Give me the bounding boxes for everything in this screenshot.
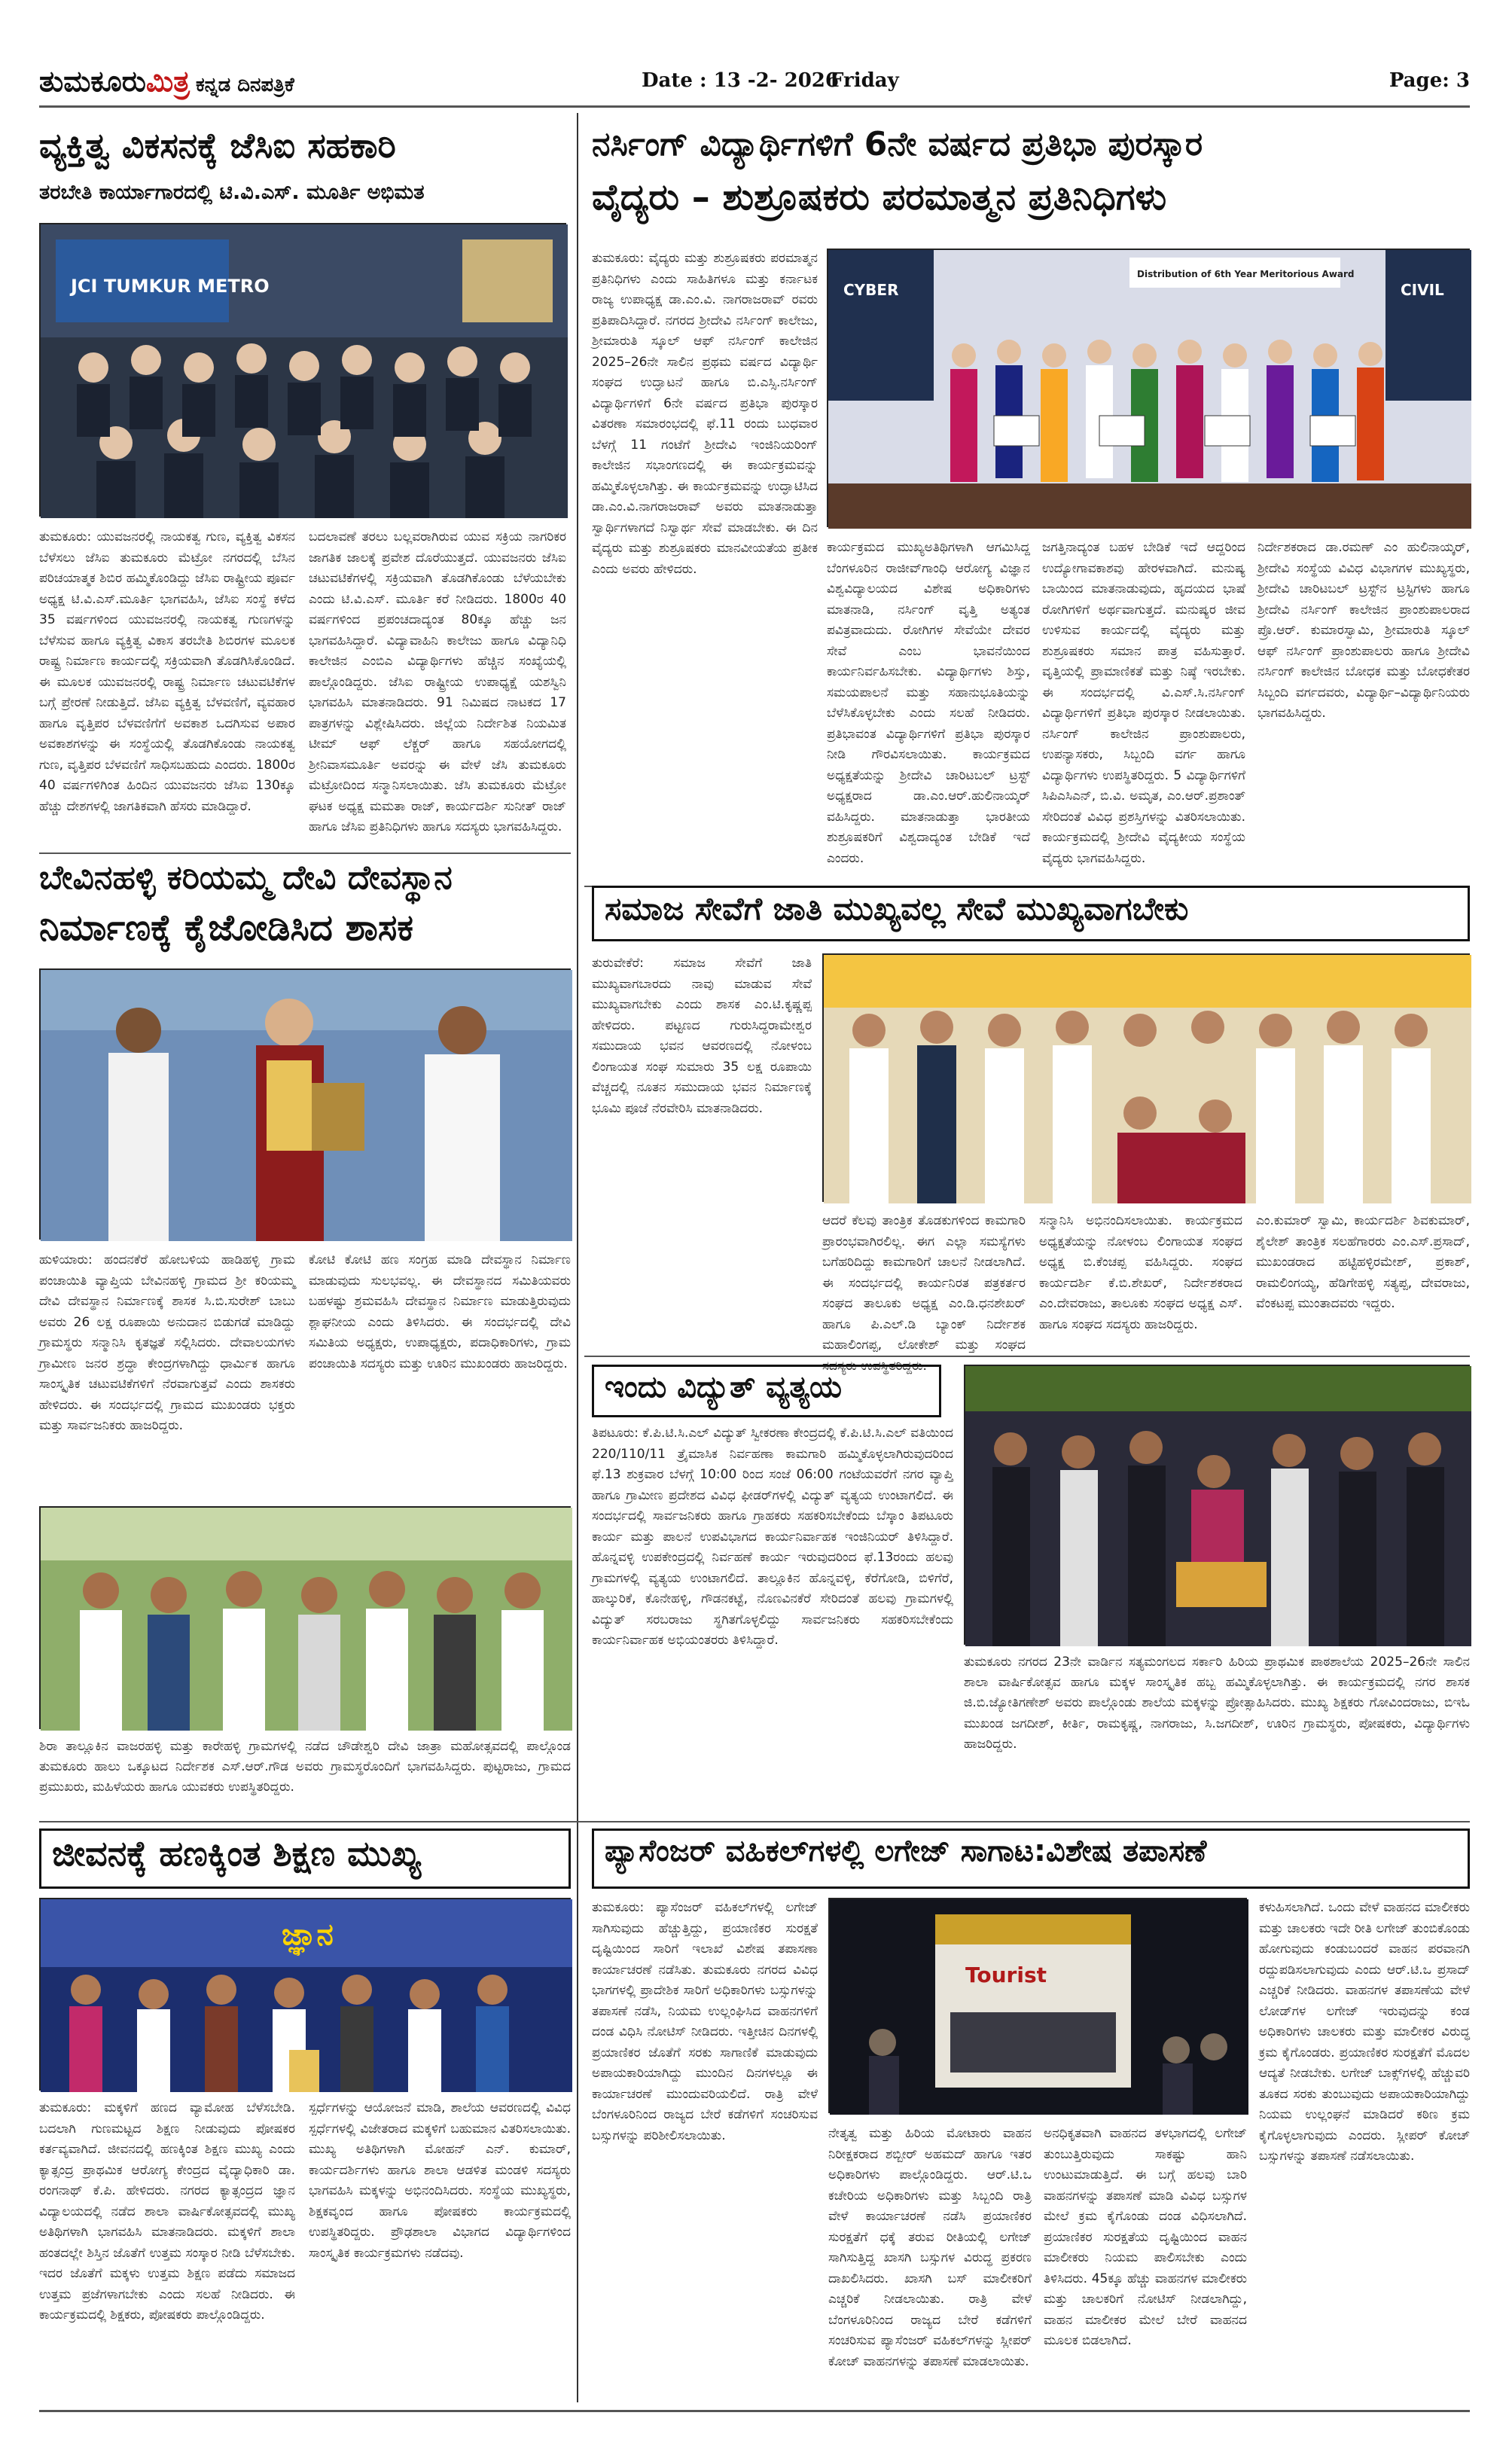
luggage-headline: ಪ್ಯಾಸೆಂಜರ್ ವಹಿಕಲ್‌ಗಳಲ್ಲಿ ಲಗೇಜ್ ಸಾಗಾಟ:ವಿಶೇಷ ತಪಾಸಣೆ bbox=[592, 1829, 1470, 1889]
cyber-banner-text: CYBER bbox=[843, 281, 899, 299]
temple-photo bbox=[39, 968, 571, 1240]
temple-headline-2: ನಿರ್ಮಾಣಕ್ಕೆ ಕೈಜೋಡಿಸಿದ ಶಾಸಕ bbox=[39, 907, 413, 949]
education-body-left: ತುಮಕೂರು: ಮಕ್ಕಳಿಗೆ ಹಣದ ವ್ಯಾಮೋಹ ಬೆಳೆಸಬೇಡಿ. ಬದಲಾಗಿ ಗುಣಮಟ್ಟದ ಶಿಕ್ಷಣ ನೀಡುವುದು ಪೋಷಕರ ಕರ್ತವ್ಯವಾಗಿದೆ. ಜೀವನದಲ್ಲಿ ಹಣಕ್ಕಿಂತ ಶಿಕ್ಷಣ ಮುಖ್ಯ ಎಂದು ಕ್ಯಾತ್ಸಂದ್ರ ಪ್ರಾಥಮಿಕ ಆರೋಗ್ಯ ಕೇಂದ್ರದ ವೈದ್ಯಾಧಿಕಾರಿ ಡಾ. ರಂಗನಾಥ್ ಕೆ.ಪಿ. ಹೇಳಿದರು. ನಗರದ ಕ್ಯಾತ್ಸಂದ್ರದ ಜ್ಞಾನ ವಿದ್ಯಾಲಯದಲ್ಲಿ ನಡೆದ ಶಾಲಾ ವಾರ್ಷಿಕೋತ್ಸವದಲ್ಲಿ ಮುಖ್ಯ ಅತಿಥಿಗಳಾಗಿ ಭಾಗವಹಿಸಿ ಮಾತನಾಡಿದರು. ಮಕ್ಕಳಿಗೆ ಶಾಲಾ ಹಂತದಲ್ಲೇ ಶಿಸ್ತಿನ ಜೊತೆಗೆ ಉತ್ತಮ ಸಂಸ್ಕಾರ ನೀಡಿ ಬೆಳೆಸಬೇಕು. ಇದರ ಜೊತೆಗೆ ಮಕ್ಕಳು ಉತ್ತಮ ಶಿಕ್ಷಣ ಪಡೆದು ಸಮಾಜದ ಉತ್ತಮ ಪ್ರಜೆಗಳಾಗಬೇಕು ಎಂದು ಸಲಹೆ ನೀಡಿದರು. ಈ ಕಾರ್ಯಕ್ರಮದಲ್ಲಿ ಶಿಕ್ಷಕರು, ಪೋಷಕರು ಪಾಲ್ಗೊಂಡಿದ್ದರು. bbox=[39, 2100, 295, 2323]
jci-banner-text: JCI TUMKUR METRO bbox=[71, 276, 270, 297]
award-banner-text: Distribution of 6th Year Meritorious Award bbox=[1137, 269, 1355, 279]
education-headline: ಜೀವನಕ್ಕೆ ಹಣಕ್ಕಿಂತ ಶಿಕ್ಷಣ ಮುಖ್ಯ bbox=[39, 1829, 571, 1889]
nursing-col2: ಜಗತ್ತಿನಾದ್ಯಂತ ಬಹಳ ಬೇಡಿಕೆ ಇದೆ ಆದ್ದರಿಂದ ಉದ್ಯೋಗಾವಕಾಶವು ಹೇರಳವಾಗಿದೆ. ಮನುಷ್ಯ ಬಾಯಿಂದ ಮಾತನಾಡುವುದು, ಹೃದಯದ ಭಾಷೆ ರೋಗಿಗಳಿಗೆ ಅರ್ಥವಾಗುತ್ತದೆ. ಮನುಷ್ಯರ ಜೀವ ಉಳಿಸುವ ಕಾರ್ಯದಲ್ಲಿ ವೈದ್ಯರು ಮತ್ತು ಶುಶ್ರೂಷಕರು ಸಮಾನ ಪಾತ್ರ ವಹಿಸುತ್ತಾರೆ. ವೃತ್ತಿಯಲ್ಲಿ ಪ್ರಾಮಾಣಿಕತೆ ಮತ್ತು ನಿಷ್ಠೆ ಇರಬೇಕು. ಈ ಸಂದರ್ಭದಲ್ಲಿ ವಿ.ಎಸ್.ಸಿ.ನರ್ಸಿಂಗ್ ವಿದ್ಯಾರ್ಥಿಗಳಿಗೆ ಪ್ರತಿಭಾ ಪುರಸ್ಕಾರ ನೀಡಲಾಯಿತು. ನರ್ಸಿಂಗ್ ಕಾಲೇಜಿನ ಪ್ರಾಂಶುಪಾಲರು, ಉಪನ್ಯಾಸಕರು, ಸಿಬ್ಬಂದಿ ವರ್ಗ ಹಾಗೂ ವಿದ್ಯಾರ್ಥಿಗಳು ಉಪಸ್ಥಿತರಿದ್ದರು. 5 ವಿದ್ಯಾರ್ಥಿಗಳಿಗೆ ಸಿಪಿಎಸಿಎನ್, ಬಿ.ವಿ. ಅಮೃತ, ಎಂ.ಆರ್.ಪ್ರಶಾಂತ್ ಸೇರಿದಂತೆ ವಿವಿಧ ಪ್ರಶಸ್ತಿಗಳನ್ನು ವಿತರಿಸಲಾಯಿತು. ಕಾರ್ಯಕ್ರಮದಲ್ಲಿ ಶ್ರೀದೇವಿ ವೈದ್ಯಕೀಯ ಸಂಸ್ಥೆಯ ವೈದ್ಯರು ಭಾಗವಹಿಸಿದ್ದರು. bbox=[1042, 540, 1245, 866]
temple-event-caption: ಶಿರಾ ತಾಲ್ಲೂಕಿನ ವಾಜರಹಳ್ಳಿ ಮತ್ತು ಕಾರೇಹಳ್ಳಿ ಗ್ರಾಮಗಳಲ್ಲಿ ನಡೆದ ಚೌಡೇಶ್ವರಿ ದೇವಿ ಜಾತ್ರಾ ಮಹೋತ್ಸವದಲ್ಲಿ ಪಾಲ್ಗೊಂಡ ತುಮಕೂರು ಹಾಲು ಒಕ್ಕೂಟದ ನಿರ್ದೇಶಕ ಎಸ್.ಆರ್.ಗೌಡ ಅವರು ಗ್ರಾಮಸ್ಥರೊಂದಿಗೆ ಭಾಗವಹಿಸಿದ್ದರು. ಪುಟ್ಟರಾಜು, ಗ್ರಾಮದ ಪ್ರಮುಖರು, ಮಹಿಳೆಯರು ಹಾಗೂ ಯುವಕರು ಉಪಸ್ಥಿತರಿದ್ದರು. bbox=[39, 1739, 571, 1795]
section-rule bbox=[39, 852, 571, 854]
power-headline: ಇಂದು ವಿದ್ಯುತ್ ವ್ಯತ್ಯಯ bbox=[592, 1365, 941, 1417]
column-divider bbox=[577, 113, 578, 2402]
luggage-body-far: ಕಳುಹಿಸಲಾಗಿದೆ. ಒಂದು ವೇಳೆ ವಾಹನದ ಮಾಲೀಕರು ಮತ್ತು ಚಾಲಕರು ಇದೇ ರೀತಿ ಲಗೇಜ್ ತುಂಬಿಕೊಂಡು ಹೋಗುವುದು ಕಂಡುಬಂದರೆ ವಾಹನ ಪರವಾನಗಿ ರದ್ದುಪಡಿಸಲಾಗುವುದು ಎಂದು ಆರ್.ಟಿ.ಒ ಪ್ರಸಾದ್ ಎಚ್ಚರಿಕೆ ನೀಡಿದರು. ವಾಹನಗಳ ತಪಾಸಣೆಯ ವೇಳೆ ಲೋಡ್‌ಗಳ ಲಗೇಜ್ ಇರುವುದನ್ನು ಕಂಡ ಅಧಿಕಾರಿಗಳು ಚಾಲಕರು ಮತ್ತು ಮಾಲೀಕರ ವಿರುದ್ಧ ಕ್ರಮ ಕೈಗೊಂಡರು. ಪ್ರಯಾಣಿಕರ ಸುರಕ್ಷತೆಗೆ ಮೊದಲ ಆದ್ಯತೆ ನೀಡಬೇಕು. ಲಗೇಜ್ ಬಾಕ್ಸ್‌ಗಳಲ್ಲಿ ಹೆಚ್ಚುವರಿ ತೂಕದ ಸರಕು ತುಂಬುವುದು ಅಪಾಯಕಾರಿಯಾಗಿದ್ದು ನಿಯಮ ಉಲ್ಲಂಘನೆ ಮಾಡಿದರೆ ಕಠಿಣ ಕ್ರಮ ಕೈಗೊಳ್ಳಲಾಗುವುದು ಎಂದರು. ಸ್ಲೀಪರ್ ಕೋಚ್ ಬಸ್ಸುಗಳನ್ನು ತಪಾಸಣೆ ನಡೆಸಲಾಯಿತು. bbox=[1259, 1900, 1470, 2164]
luggage-body-mid: ನೇತೃತ್ವ ಮತ್ತು ಹಿರಿಯ ಮೋಟಾರು ವಾಹನ ನಿರೀಕ್ಷಕರಾದ ಶಬ್ಬೀರ್ ಅಹಮದ್ ಹಾಗೂ ಇತರ ಅಧಿಕಾರಿಗಳು ಪಾಲ್ಗೊಂಡಿದ್ದರು. ಆರ್.ಟಿ.ಒ ಕಚೇರಿಯ ಅಧಿಕಾರಿಗಳು ಮತ್ತು ಸಿಬ್ಬಂದಿ ರಾತ್ರಿ ವೇಳೆ ಕಾರ್ಯಾಚರಣೆ ನಡೆಸಿ ಪ್ರಯಾಣಿಕರ ಸುರಕ್ಷತೆಗೆ ಧಕ್ಕೆ ತರುವ ರೀತಿಯಲ್ಲಿ ಲಗೇಜ್ ಸಾಗಿಸುತ್ತಿದ್ದ ಖಾಸಗಿ ಬಸ್ಸುಗಳ ವಿರುದ್ಧ ಪ್ರಕರಣ ದಾಖಲಿಸಿದರು. ಖಾಸಗಿ ಬಸ್ ಮಾಲೀಕರಿಗೆ ಎಚ್ಚರಿಕೆ ನೀಡಲಾಯಿತು. ರಾತ್ರಿ ವೇಳೆ ಬೆಂಗಳೂರಿನಿಂದ ರಾಜ್ಯದ ಬೇರೆ ಕಡೆಗಳಿಗೆ ಸಂಚರಿಸುವ ಪ್ಯಾಸೆಂಜರ್ ವಹಿಕಲ್‌ಗಳನ್ನು ಸ್ಲೀಪರ್ ಕೋಚ್ ವಾಹನಗಳನ್ನು ತಪಾಸಣೆ ಮಾಡಲಾಯಿತು. bbox=[828, 2126, 1032, 2369]
page-bottom-rule bbox=[39, 2410, 1470, 2412]
social-col2: ಸನ್ಮಾನಿಸಿ ಅಭಿನಂದಿಸಲಾಯಿತು. ಕಾರ್ಯಕ್ರಮದ ಅಧ್ಯಕ್ಷತೆಯನ್ನು ನೋಳಂಬ ಲಿಂಗಾಯತ ಸಂಘದ ಅಧ್ಯಕ್ಷ ಬಿ.ಕೆಂಚಪ್ಪ ವಹಿಸಿದ್ದರು. ಸಂಘದ ಕಾರ್ಯದರ್ಶಿ ಕೆ.ಬಿ.ಶೇಖರ್, ನಿರ್ದೇಶಕರಾದ ಎಂ.ದೇವರಾಜು, ತಾಲೂಕು ಸಂಘದ ಅಧ್ಯಕ್ಷ ಎಸ್. ಹಾಗೂ ಸಂಘದ ಸದಸ್ಯರು ಹಾಜರಿದ್ದರು. bbox=[1039, 1213, 1242, 1332]
nursing-body-top: ತುಮಕೂರು: ವೈದ್ಯರು ಮತ್ತು ಶುಶ್ರೂಷಕರು ಪರಮಾತ್ಮನ ಪ್ರತಿನಿಧಿಗಳು ಎಂದು ಸಾಹಿತಿಗಳೂ ಮತ್ತು ಕರ್ನಾಟಕ ರಾಜ್ಯ ಉಪಾಧ್ಯಕ್ಷ ಡಾ.ಎಂ.ವಿ. ನಾಗರಾಜರಾವ್ ರವರು ಪ್ರತಿಪಾದಿಸಿದ್ದಾರೆ. ನಗರದ ಶ್ರೀದೇವಿ ನರ್ಸಿಂಗ್ ಕಾಲೇಜು, ಶ್ರೀಮಾರುತಿ ಸ್ಕೂಲ್ ಆಫ್ ನರ್ಸಿಂಗ್ ಕಾಲೇಜಿನ 2025–26ನೇ ಸಾಲಿನ ಪ್ರಥಮ ವರ್ಷದ ವಿದ್ಯಾರ್ಥಿ ಸಂಘದ ಉದ್ಘಾಟನೆ ಹಾಗೂ ಬಿ.ಎಸ್ಸಿ.ನರ್ಸಿಂಗ್ ವಿದ್ಯಾರ್ಥಿಗಳಿಗೆ 6ನೇ ವರ್ಷದ ಪ್ರತಿಭಾ ಪುರಸ್ಕಾರ ವಿತರಣಾ ಸಮಾರಂಭದಲ್ಲಿ ಫೆ.11 ರಂದು ಬುಧವಾರ ಬೆಳಗ್ಗೆ 11 ಗಂಟೆಗೆ ಶ್ರೀದೇವಿ ಇಂಜಿನಿಯರಿಂಗ್ ಕಾಲೇಜಿನ ಸಭಾಂಗಣದಲ್ಲಿ ಈ ಕಾರ್ಯಕ್ರಮವನ್ನು ಹಮ್ಮಿಕೊಳ್ಳಲಾಗಿತ್ತು. ಈ ಕಾರ್ಯಕ್ರಮವನ್ನು ಉದ್ಘಾಟಿಸಿದ ಡಾ.ಎಂ.ವಿ.ನಾಗರಾಜರಾವ್ ಅವರು ಮಾತನಾಡುತ್ತಾ ಸ್ವಾರ್ಥಿಗಳಾಗದೆ ನಿಸ್ವಾರ್ಥ ಸೇವೆ ಮಾಡಬೇಕು. ಈ ದಿನ ವೈದ್ಯರು ಮತ್ತು ಶುಶ್ರೂಷಕರು ಮಾನವೀಯತೆಯ ಪ್ರತೀಕ ಎಂದು ಅವರು ಹೇಳಿದರು. bbox=[592, 251, 818, 577]
issue-day: Friday bbox=[830, 69, 899, 92]
temple-headline-1: ಬೇವಿನಹಳ್ಳಿ ಕರಿಯಮ್ಮ ದೇವಿ ದೇವಸ್ಥಾನ bbox=[39, 859, 453, 897]
luggage-photo bbox=[828, 1898, 1247, 2113]
issue-date: Date : 13 -2- 2026 bbox=[642, 69, 839, 92]
section-rule bbox=[584, 1356, 1470, 1357]
nursing-col1: ಕಾರ್ಯಕ್ರಮದ ಮುಖ್ಯಅತಿಥಿಗಳಾಗಿ ಆಗಮಿಸಿದ್ದ ಬೆಂಗಳೂರಿನ ರಾಜೀವ್‌ಗಾಂಧಿ ಆರೋಗ್ಯ ವಿಜ್ಞಾನ ವಿಶ್ವವಿದ್ಯಾಲಯದ ವಿಶೇಷ ಅಧಿಕಾರಿಗಳು ಮಾತನಾಡಿ, ನರ್ಸಿಂಗ್ ವೃತ್ತಿ ಅತ್ಯಂತ ಪವಿತ್ರವಾದುದು. ರೋಗಿಗಳ ಸೇವೆಯೇ ದೇವರ ಸೇವೆ ಎಂಬ ಭಾವನೆಯಿಂದ ಕಾರ್ಯನಿರ್ವಹಿಸಬೇಕು. ವಿದ್ಯಾರ್ಥಿಗಳು ಶಿಸ್ತು, ಸಮಯಪಾಲನೆ ಮತ್ತು ಸಹಾನುಭೂತಿಯನ್ನು ಬೆಳೆಸಿಕೊಳ್ಳಬೇಕು ಎಂದು ಸಲಹೆ ನೀಡಿದರು. ಪ್ರತಿಭಾವಂತ ವಿದ್ಯಾರ್ಥಿಗಳಿಗೆ ಪ್ರತಿಭಾ ಪುರಸ್ಕಾರ ನೀಡಿ ಗೌರವಿಸಲಾಯಿತು. ಕಾರ್ಯಕ್ರಮದ ಅಧ್ಯಕ್ಷತೆಯನ್ನು ಶ್ರೀದೇವಿ ಚಾರಿಟಬಲ್ ಟ್ರಸ್ಟ್ ಅಧ್ಯಕ್ಷರಾದ ಡಾ.ಎಂ.ಆರ್.ಹುಲಿನಾಯ್ಕರ್ ವಹಿಸಿದ್ದರು. ಮಾತನಾಡುತ್ತಾ ಭಾರತೀಯ ಶುಶ್ರೂಷಕರಿಗೆ ವಿಶ್ವದಾದ್ಯಂತ ಬೇಡಿಕೆ ಇದೆ ಎಂದರು. bbox=[827, 540, 1030, 866]
jci-body-right: ಬದಲಾವಣೆ ತರಲು ಬಲ್ಲವರಾಗಿರುವ ಯುವ ಸಕ್ರಿಯ ನಾಗರಿಕರ ಜಾಗತಿಕ ಜಾಲಕ್ಕೆ ಪ್ರವೇಶ ದೊರೆಯುತ್ತದೆ. ಯುವಜನರು ಜೆಸಿಐ ಚಟುವಟಿಕೆಗಳಲ್ಲಿ ಸಕ್ರಿಯವಾಗಿ ತೊಡಗಿಕೊಂಡು ಬೆಳೆಯಬೇಕು ಎಂದು ಟಿ.ವಿ.ಎಸ್. ಮೂರ್ತಿ ಕರೆ ನೀಡಿದರು. 1800ರ 40 ವರ್ಷಗಳಿಂದ ಪ್ರಪಂಚದಾದ್ಯಂತ 80ಕ್ಕೂ ಹೆಚ್ಚು ಜನ ಭಾಗವಹಿಸಿದ್ದಾರೆ. ವಿದ್ಯಾವಾಹಿನಿ ಕಾಲೇಜು ಹಾಗೂ ವಿದ್ಯಾನಿಧಿ ಕಾಲೇಜಿನ ಎಂಬಿಎ ವಿದ್ಯಾರ್ಥಿಗಳು ಹೆಚ್ಚಿನ ಸಂಖ್ಯೆಯಲ್ಲಿ ಪಾಲ್ಗೊಂಡಿದ್ದರು. ಜೆಸಿಐ ರಾಷ್ಟ್ರೀಯ ಉಪಾಧ್ಯಕ್ಷೆ ಯಶಸ್ವಿನಿ ಭಾಗವಹಿಸಿ ಮಾತನಾಡಿದರು. 91 ನಿಮಿಷದ ನಾಟಕದ 17 ಪಾತ್ರಗಳನ್ನು ವಿಶ್ಲೇಷಿಸಿದರು. ಜಿಲ್ಲೆಯ ನಿರ್ದೇಶಿತ ನಿಯಮಿತ ಟೀಮ್ ಆಫ್ ಲೆಕ್ಚರ್ ಹಾಗೂ ಸಹಯೋಗದಲ್ಲಿ ಶ್ರೀನಿವಾಸಮೂರ್ತಿ ಅವರನ್ನು ಈ ವೇಳೆ ಜೆಸಿ ತುಮಕೂರು ಮೆಟ್ರೋದಿಂದ ಸನ್ಮಾನಿಸಲಾಯಿತು. ಜೆಸಿ ತುಮಕೂರು ಮೆಟ್ರೋ ಘಟಕ ಅಧ್ಯಕ್ಷ ಮಮತಾ ರಾಜ್, ಕಾರ್ಯದರ್ಶಿ ಸುನೀತ್ ರಾಜ್ ಹಾಗೂ ಜೆಸಿಐ ಪ್ರತಿನಿಧಿಗಳು ಹಾಗೂ ಸದಸ್ಯರು ಭಾಗವಹಿಸಿದ್ದರು. bbox=[309, 529, 566, 835]
social-col1: ಆದರೆ ಕೆಲವು ತಾಂತ್ರಿಕ ತೊಡಕುಗಳಿಂದ ಕಾಮಗಾರಿ ಪ್ರಾರಂಭವಾಗಿರಲಿಲ್ಲ. ಈಗ ಎಲ್ಲಾ ಸಮಸ್ಯೆಗಳು ಬಗೆಹರಿದಿದ್ದು ಕಾಮಗಾರಿಗೆ ಚಾಲನೆ ನೀಡಲಾಗಿದೆ. ಈ ಸಂದರ್ಭದಲ್ಲಿ ಕಾರ್ಯನಿರತ ಪತ್ರಕರ್ತರ ಸಂಘದ ತಾಲೂಕು ಅಧ್ಯಕ್ಷ ಎಂ.ಡಿ.ಧನಶೇಖರ್ ಹಾಗೂ ಪಿ.ಎಲ್.ಡಿ ಬ್ಯಾಂಕ್ ನಿರ್ದೇಶಕ ಮಹಾಲಿಂಗಪ್ಪ, ಲೋಕೇಶ್ ಮತ್ತು ಸಂಘದ ಸದಸ್ಯರು ಉಪಸ್ಥಿತರಿದ್ದರು. bbox=[822, 1213, 1026, 1374]
temple-body-right: ಕೋಟಿ ಕೋಟಿ ಹಣ ಸಂಗ್ರಹ ಮಾಡಿ ದೇವಸ್ಥಾನ ನಿರ್ಮಾಣ ಮಾಡುವುದು ಸುಲಭವಲ್ಲ. ಈ ದೇವಸ್ಥಾನದ ಸಮಿತಿಯವರು ಬಹಳಷ್ಟು ಶ್ರಮವಹಿಸಿ ದೇವಸ್ಥಾನ ನಿರ್ಮಾಣ ಮಾಡುತ್ತಿರುವುದು ಶ್ಲಾಘನೀಯ ಎಂದು ತಿಳಿಸಿದರು. ಈ ಸಂದರ್ಭದಲ್ಲಿ ದೇವಿ ಸಮಿತಿಯ ಅಧ್ಯಕ್ಷರು, ಉಪಾಧ್ಯಕ್ಷರು, ಪದಾಧಿಕಾರಿಗಳು, ಗ್ರಾಮ ಪಂಚಾಯಿತಿ ಸದಸ್ಯರು ಮತ್ತು ಊರಿನ ಮುಖಂಡರು ಹಾಜರಿದ್ದರು. bbox=[309, 1252, 571, 1371]
section-rule bbox=[39, 1821, 1470, 1822]
newspaper-logo: ತುಮಕೂರುಮಿತ್ರ ಕನ್ನಡ ದಿನಪತ್ರಿಕೆ bbox=[39, 65, 294, 98]
social-col3: ಎಂ.ಕುಮಾರ್ ಸ್ವಾಮಿ, ಕಾರ್ಯದರ್ಶಿ ಶಿವಕುಮಾರ್, ಶೈಲೇಶ್ ತಾಂತ್ರಿಕ ಸಲಹೆಗಾರರು ಎಂ.ಎಸ್.ಪ್ರಸಾದ್, ಮುಖಂಡರಾದ ಹಟ್ಟಿಹಳ್ಳಿರಮೇಶ್, ಪ್ರಕಾಶ್, ರಾಮಲಿಂಗಯ್ಯ, ಹೆಡಿಗೇಹಳ್ಳಿ ಸತ್ಯಪ್ಪ, ದೇವರಾಜು, ವೆಂಕಟಪ್ಪ ಮುಂತಾದವರು ಇದ್ದರು. bbox=[1256, 1213, 1470, 1312]
social-headline: ಸಮಾಜ ಸೇವೆಗೆ ಜಾತಿ ಮುಖ್ಯವಲ್ಲ ಸೇವೆ ಮುಖ್ಯವಾಗಬೇಕು bbox=[592, 886, 1470, 941]
civil-banner-text: CIVIL bbox=[1401, 281, 1444, 299]
temple-event-photo bbox=[39, 1506, 571, 1729]
power-body: ತಿಪಟೂರು: ಕೆ.ಪಿ.ಟಿ.ಸಿ.ಎಲ್ ವಿದ್ಯುತ್ ಸ್ವೀಕರಣಾ ಕೇಂದ್ರದಲ್ಲಿ ಕೆ.ಪಿ.ಟಿ.ಸಿ.ಎಲ್ ವತಿಯಿಂದ 220/110/11 ತ್ರೈಮಾಸಿಕ ನಿರ್ವಹಣಾ ಕಾಮಗಾರಿ ಹಮ್ಮಿಕೊಳ್ಳಲಾಗಿರುವುದರಿಂದ ಫೆ.13 ಶುಕ್ರವಾರ ಬೆಳಗ್ಗೆ 10:00 ರಿಂದ ಸಂಜೆ 06:00 ಗಂಟೆಯವರೆಗೆ ನಗರ ವ್ಯಾಪ್ತಿ ಹಾಗೂ ಗ್ರಾಮೀಣ ಪ್ರದೇಶದ ವಿವಿಧ ಫೀಡರ್‌ಗಳಲ್ಲಿ ವಿದ್ಯುತ್ ವ್ಯತ್ಯಯ ಉಂಟಾಗಲಿದೆ. ಈ ಸಂದರ್ಭದಲ್ಲಿ ಸಾರ್ವಜನಿಕರು ಹಾಗೂ ಗ್ರಾಹಕರು ಸಹಕರಿಸಬೇಕೆಂದು ಬೆಸ್ಕಾಂ ತಿಪಟೂರು ಕಾರ್ಯ ಮತ್ತು ಪಾಲನೆ ಉಪವಿಭಾಗದ ಕಾರ್ಯನಿರ್ವಾಹಕ ಇಂಜಿನಿಯರ್ ತಿಳಿಸಿದ್ದಾರೆ. ಹೊನ್ನವಳ್ಳಿ ಉಪಕೇಂದ್ರದಲ್ಲಿ ನಿರ್ವಹಣೆ ಕಾರ್ಯ ಇರುವುದರಿಂದ ಫೆ.13ರಂದು ಹಲವು ಗ್ರಾಮಗಳಲ್ಲಿ ವ್ಯತ್ಯಯ ಉಂಟಾಗಲಿದೆ. ತಾಲ್ಲೂಕಿನ ಹೊನ್ನವಳ್ಳಿ, ಕೆರೆಗೋಡಿ, ಬಿಳಿಗೆರೆ, ಹಾಲ್ಕುರಿಕೆ, ಕೊನೇಹಳ್ಳಿ, ಗೌಡನಕಟ್ಟೆ, ನೊಣವಿನಕೆರೆ ಸೇರಿದಂತೆ ಹಲವು ಗ್ರಾಮಗಳಲ್ಲಿ ವಿದ್ಯುತ್ ಸರಬರಾಜು ಸ್ಥಗಿತಗೊಳ್ಳಲಿದ್ದು ಸಾರ್ವಜನಿಕರು ಸಹಕರಿಸಬೇಕೆಂದು ಕಾರ್ಯನಿರ್ವಾಹಕ ಅಭಿಯಂತರರು ತಿಳಿಸಿದ್ದಾರೆ. bbox=[592, 1426, 953, 1649]
social-body-top: ತುರುವೇಕೆರೆ: ಸಮಾಜ ಸೇವೆಗೆ ಜಾತಿ ಮುಖ್ಯವಾಗಬಾರದು ನಾವು ಮಾಡುವ ಸೇವೆ ಮುಖ್ಯವಾಗಬೇಕು ಎಂದು ಶಾಸಕ ಎಂ.ಟಿ.ಕೃಷ್ಣಪ್ಪ ಹೇಳಿದರು. ಪಟ್ಟಣದ ಗುರುಸಿದ್ಧರಾಮೇಶ್ವರ ಸಮುದಾಯ ಭವನ ಆವರಣದಲ್ಲಿ ನೋಳಂಬ ಲಿಂಗಾಯತ ಸಂಘ ಸುಮಾರು 35 ಲಕ್ಷ ರೂಪಾಯಿ ವೆಚ್ಚದಲ್ಲಿ ನೂತನ ಸಮುದಾಯ ಭವನ ನಿರ್ಮಾಣಕ್ಕೆ ಭೂಮಿ ಪೂಜೆ ನೆರವೇರಿಸಿ ಮಾತನಾಡಿದರು. bbox=[592, 956, 812, 1116]
jci-subheadline: ತರಬೇತಿ ಕಾರ್ಯಾಗಾರದಲ್ಲಿ ಟಿ.ವಿ.ಎಸ್. ಮೂರ್ತಿ ಅಭಿಮತ bbox=[39, 181, 425, 204]
masthead-rule bbox=[39, 105, 1470, 108]
temple-body-left: ಹುಳಿಯಾರು: ಹಂದನಕೆರೆ ಹೋಬಳಿಯ ಹಾಡಿಹಳ್ಳಿ ಗ್ರಾಮ ಪಂಚಾಯಿತಿ ವ್ಯಾಪ್ತಿಯ ಬೇವಿನಹಳ್ಳಿ ಗ್ರಾಮದ ಶ್ರೀ ಕರಿಯಮ್ಮ ದೇವಿ ದೇವಸ್ಥಾನ ನಿರ್ಮಾಣಕ್ಕೆ ಶಾಸಕ ಸಿ.ಬಿ.ಸುರೇಶ್ ಬಾಬು ಅವರು 26 ಲಕ್ಷ ರೂಪಾಯಿ ಅನುದಾನ ಬಿಡುಗಡೆ ಮಾಡಿದ್ದು ಗ್ರಾಮಸ್ಥರು ಸನ್ಮಾನಿಸಿ ಕೃತಜ್ಞತೆ ಸಲ್ಲಿಸಿದರು. ದೇವಾಲಯಗಳು ಗ್ರಾಮೀಣ ಜನರ ಶ್ರದ್ಧಾ ಕೇಂದ್ರಗಳಾಗಿದ್ದು ಧಾರ್ಮಿಕ ಹಾಗೂ ಸಾಂಸ್ಕೃತಿಕ ಚಟುವಟಿಕೆಗಳಿಗೆ ನೆರವಾಗುತ್ತವೆ ಎಂದು ಶಾಸಕರು ಹೇಳಿದರು. ಈ ಸಂದರ್ಭದಲ್ಲಿ ಗ್ರಾಮದ ಮುಖಂಡರು ಭಕ್ತರು ಮತ್ತು ಸಾರ್ವಜನಿಕರು ಹಾಜರಿದ್ದರು. bbox=[39, 1252, 295, 1434]
social-photo bbox=[822, 953, 1470, 1202]
nursing-headline-top: ನರ್ಸಿಂಗ್ ವಿದ್ಯಾರ್ಥಿಗಳಿಗೆ 6ನೇ ವರ್ಷದ ಪ್ರತಿಭಾ ಪುರಸ್ಕಾರ bbox=[592, 125, 1203, 163]
jci-body-left: ತುಮಕೂರು: ಯುವಜನರಲ್ಲಿ ನಾಯಕತ್ವ ಗುಣ, ವ್ಯಕ್ತಿತ್ವ ವಿಕಸನ ಬೆಳೆಸಲು ಜೆಸಿಐ ತುಮಕೂರು ಮೆಟ್ರೋ ನಗರದಲ್ಲಿ ಬೆಸಿನ ಪರಿಚಯಾತ್ಮಕ ಶಿಬಿರ ಹಮ್ಮಿಕೊಂಡಿದ್ದು ಜೆಸಿಐ ರಾಷ್ಟ್ರೀಯ ಪೂರ್ವ ಅಧ್ಯಕ್ಷ ಟಿ.ವಿ.ಎಸ್.ಮೂರ್ತಿ ಭಾಗವಹಿಸಿ, ಜೆಸಿಐ ಸಂಸ್ಥೆ ಕಳೆದ 35 ವರ್ಷಗಳಿಂದ ಯುವಜನರಲ್ಲಿ ನಾಯಕತ್ವ ಗುಣಗಳನ್ನು ಬೆಳೆಸುವ ಹಾಗೂ ವ್ಯಕ್ತಿತ್ವ ವಿಕಾಸ ತರಬೇತಿ ಶಿಬಿರಗಳ ಮೂಲಕ ರಾಷ್ಟ್ರ ನಿರ್ಮಾಣ ಕಾರ್ಯದಲ್ಲಿ ಸಕ್ರಿಯವಾಗಿ ತೊಡಗಿಸಿಕೊಂಡಿದೆ. ಈ ಮೂಲಕ ಯುವಜನರಲ್ಲಿ ರಾಷ್ಟ್ರ ನಿರ್ಮಾಣ ಚಟುವಟಿಕೆಗಳ ಬಗ್ಗೆ ಪ್ರೇರಣೆ ನೀಡುತ್ತಿದೆ. ಜೆಸಿಐ ವ್ಯಕ್ತಿತ್ವ ಬೆಳವಣಿಗೆ, ವ್ಯವಹಾರ ಹಾಗೂ ವೃತ್ತಿಪರ ಬೆಳವಣಿಗೆಗೆ ಅವಕಾಶ ಒದಗಿಸುವ ಅಪಾರ ಅವಕಾಶಗಳನ್ನು ಈ ಸಂಸ್ಥೆಯಲ್ಲಿ ತೊಡಗಿಕೊಂಡು ನಾಯಕತ್ವ ಗುಣ, ವೃತ್ತಿಪರ ಬೆಳವಣಿಗೆ ಸಾಧಿಸಬಹುದು ಎಂದರು. 1800ರ 40 ವರ್ಷಗಳಿಗಿಂತ ಹಿಂದಿನ ಯುವಜನರು ಜೆಸಿಐ 130ಕ್ಕೂ ಹೆಚ್ಚು ದೇಶಗಳಲ್ಲಿ ಜಾಗತಿಕವಾಗಿ ಹೆಸರು ಮಾಡಿದ್ದಾರೆ. bbox=[39, 529, 295, 814]
nursing-photo bbox=[827, 249, 1470, 527]
jci-photo bbox=[39, 223, 566, 517]
luggage-body-right: ಅನಧಿಕೃತವಾಗಿ ವಾಹನದ ತಳಭಾಗದಲ್ಲಿ ಲಗೇಜ್ ತುಂಬುತ್ತಿರುವುದು ಸಾಕಷ್ಟು ಹಾನಿ ಉಂಟುಮಾಡುತ್ತಿದೆ. ಈ ಬಗ್ಗೆ ಹಲವು ಬಾರಿ ವಾಹನಗಳನ್ನು ತಪಾಸಣೆ ಮಾಡಿ ವಿವಿಧ ಬಸ್ಸುಗಳ ಮೇಲೆ ಕ್ರಮ ಕೈಗೊಂಡು ದಂಡ ವಿಧಿಸಲಾಗಿದೆ. ಪ್ರಯಾಣಿಕರ ಸುರಕ್ಷತೆಯ ದೃಷ್ಟಿಯಿಂದ ವಾಹನ ಮಾಲೀಕರು ನಿಯಮ ಪಾಲಿಸಬೇಕು ಎಂದು ತಿಳಿಸಿದರು. 45ಕ್ಕೂ ಹೆಚ್ಚು ವಾಹನಗಳ ಮಾಲೀಕರು ಮತ್ತು ಚಾಲಕರಿಗೆ ನೋಟಿಸ್ ನೀಡಲಾಗಿದ್ದು, ವಾಹನ ಮಾಲೀಕರ ಮೇಲೆ ಬೇರೆ ವಾಹನದ ಮೂಲಕ ಬಿಡಲಾಗಿದೆ. bbox=[1044, 2126, 1247, 2349]
stage-banner-text: ಜ್ಞಾನ bbox=[282, 1917, 334, 1952]
school-event-photo bbox=[964, 1365, 1470, 1645]
nursing-headline-main: ವೈದ್ಯರು – ಶುಶ್ರೂಷಕರು ಪರಮಾತ್ಮನ ಪ್ರತಿನಿಧಿಗಳು bbox=[592, 176, 1167, 218]
page-number: Page: 3 bbox=[1389, 69, 1470, 92]
masthead bbox=[39, 65, 1470, 104]
school-event-caption: ತುಮಕೂರು ನಗರದ 23ನೇ ವಾರ್ಡಿನ ಸತ್ಯಮಂಗಲದ ಸರ್ಕಾರಿ ಹಿರಿಯ ಪ್ರಾಥಮಿಕ ಪಾಠಶಾಲೆಯ 2025–26ನೇ ಸಾಲಿನ ಶಾಲಾ ವಾರ್ಷಿಕೋತ್ಸವ ಹಾಗೂ ಮಕ್ಕಳ ಸಾಂಸ್ಕೃತಿಕ ಹಬ್ಬ ಹಮ್ಮಿಕೊಳ್ಳಲಾಗಿತ್ತು. ಈ ಕಾರ್ಯಕ್ರಮದಲ್ಲಿ ನಗರ ಶಾಸಕ ಜಿ.ಬಿ.ಜ್ಯೋತಿಗಣೇಶ್ ಅವರು ಪಾಲ್ಗೊಂಡು ಶಾಲೆಯ ಮಕ್ಕಳನ್ನು ಪ್ರೋತ್ಸಾಹಿಸಿದರು. ಮುಖ್ಯ ಶಿಕ್ಷಕರು ಗೋವಿಂದರಾಜು, ಬಿಇಓ ಮುಖಂಡ ಜಗದೀಶ್, ಕೀರ್ತಿ, ರಾಮಕೃಷ್ಣ, ನಾಗರಾಜು, ಸಿ.ಜಗದೀಶ್, ಊರಿನ ಗ್ರಾಮಸ್ಥರು, ಪೋಷಕರು, ವಿದ್ಯಾರ್ಥಿಗಳು ಹಾಜರಿದ್ದರು. bbox=[964, 1655, 1470, 1752]
nursing-col3: ನಿರ್ದೇಶಕರಾದ ಡಾ.ರಮಣ್ ಎಂ ಹುಲಿನಾಯ್ಕರ್, ಶ್ರೀದೇವಿ ಸಂಸ್ಥೆಯ ವಿವಿಧ ವಿಭಾಗಗಳ ಮುಖ್ಯಸ್ಥರು, ಶ್ರೀದೇವಿ ಚಾರಿಟಬಲ್ ಟ್ರಸ್ಟ್‌ನ ಟ್ರಸ್ಟಿಗಳು ಹಾಗೂ ಶ್ರೀದೇವಿ ನರ್ಸಿಂಗ್ ಕಾಲೇಜಿನ ಪ್ರಾಂಶುಪಾಲರಾದ ಪ್ರೊ.ಆರ್. ಕುಮಾರಸ್ವಾಮಿ, ಶ್ರೀಮಾರುತಿ ಸ್ಕೂಲ್ ಆಫ್ ನರ್ಸಿಂಗ್ ಪ್ರಾಂಶುಪಾಲರು ಹಾಗೂ ಶ್ರೀದೇವಿ ನರ್ಸಿಂಗ್ ಕಾಲೇಜಿನ ಬೋಧಕ ಮತ್ತು ಬೋಧಕೇತರ ಸಿಬ್ಬಂದಿ ವರ್ಗದವರು, ವಿದ್ಯಾರ್ಥಿ–ವಿದ್ಯಾರ್ಥಿನಿಯರು ಭಾಗವಹಿಸಿದ್ದರು. bbox=[1257, 540, 1470, 721]
education-photo bbox=[39, 1898, 571, 2091]
jci-headline: ವ್ಯಕ್ತಿತ್ವ ವಿಕಸನಕ್ಕೆ ಜೆಸಿಐ ಸಹಕಾರಿ bbox=[39, 125, 396, 166]
luggage-body-left: ತುಮಕೂರು: ಪ್ಯಾಸೆಂಜರ್ ವಹಿಕಲ್‌ಗಳಲ್ಲಿ ಲಗೇಜ್ ಸಾಗಿಸುವುದು ಹೆಚ್ಚುತ್ತಿದ್ದು, ಪ್ರಯಾಣಿಕರ ಸುರಕ್ಷತೆ ದೃಷ್ಟಿಯಿಂದ ಸಾರಿಗೆ ಇಲಾಖೆ ವಿಶೇಷ ತಪಾಸಣಾ ಕಾರ್ಯಾಚರಣೆ ನಡೆಸಿತು. ತುಮಕೂರು ನಗರದ ವಿವಿಧ ಭಾಗಗಳಲ್ಲಿ ಪ್ರಾದೇಶಿಕ ಸಾರಿಗೆ ಅಧಿಕಾರಿಗಳು ಬಸ್ಸುಗಳನ್ನು ತಪಾಸಣೆ ನಡೆಸಿ, ನಿಯಮ ಉಲ್ಲಂಘಿಸಿದ ವಾಹನಗಳಿಗೆ ದಂಡ ವಿಧಿಸಿ ನೋಟಿಸ್ ನೀಡಿದರು. ಇತ್ತೀಚಿನ ದಿನಗಳಲ್ಲಿ ಪ್ರಯಾಣಿಕರ ಜೊತೆಗೆ ಸರಕು ಸಾಗಾಣಿಕೆ ಮಾಡುವುದು ಅಪಾಯಕಾರಿಯಾಗಿದ್ದು ಮುಂದಿನ ದಿನಗಳಲ್ಲೂ ಈ ಕಾರ್ಯಾಚರಣೆ ಮುಂದುವರಿಯಲಿದೆ. ರಾತ್ರಿ ವೇಳೆ ಬೆಂಗಳೂರಿನಿಂದ ರಾಜ್ಯದ ಬೇರೆ ಕಡೆಗಳಿಗೆ ಸಂಚರಿಸುವ ಬಸ್ಸುಗಳನ್ನು ಪರಿಶೀಲಿಸಲಾಯಿತು. bbox=[592, 1900, 818, 2143]
education-body-right: ಸ್ಪರ್ಧೆಗಳನ್ನು ಆಯೋಜನೆ ಮಾಡಿ, ಶಾಲೆಯ ಆವರಣದಲ್ಲಿ ವಿವಿಧ ಸ್ಪರ್ಧೆಗಳಲ್ಲಿ ವಿಜೇತರಾದ ಮಕ್ಕಳಿಗೆ ಬಹುಮಾನ ವಿತರಿಸಲಾಯಿತು. ಮುಖ್ಯ ಅತಿಥಿಗಳಾಗಿ ಮೋಹನ್ ಎನ್. ಕುಮಾರ್, ಕಾರ್ಯದರ್ಶಿಗಳು ಹಾಗೂ ಶಾಲಾ ಆಡಳಿತ ಮಂಡಳಿ ಸದಸ್ಯರು ಭಾಗವಹಿಸಿ ಮಕ್ಕಳನ್ನು ಅಭಿನಂದಿಸಿದರು. ಸಂಸ್ಥೆಯ ಮುಖ್ಯಸ್ಥರು, ಶಿಕ್ಷಕವೃಂದ ಹಾಗೂ ಪೋಷಕರು ಕಾರ್ಯಕ್ರಮದಲ್ಲಿ ಉಪಸ್ಥಿತರಿದ್ದರು. ಪ್ರೌಢಶಾಲಾ ವಿಭಾಗದ ವಿದ್ಯಾರ್ಥಿಗಳಿಂದ ಸಾಂಸ್ಕೃತಿಕ ಕಾರ್ಯಕ್ರಮಗಳು ನಡೆದವು. bbox=[309, 2100, 571, 2261]
bus-label-text: Tourist bbox=[965, 1963, 1047, 1987]
